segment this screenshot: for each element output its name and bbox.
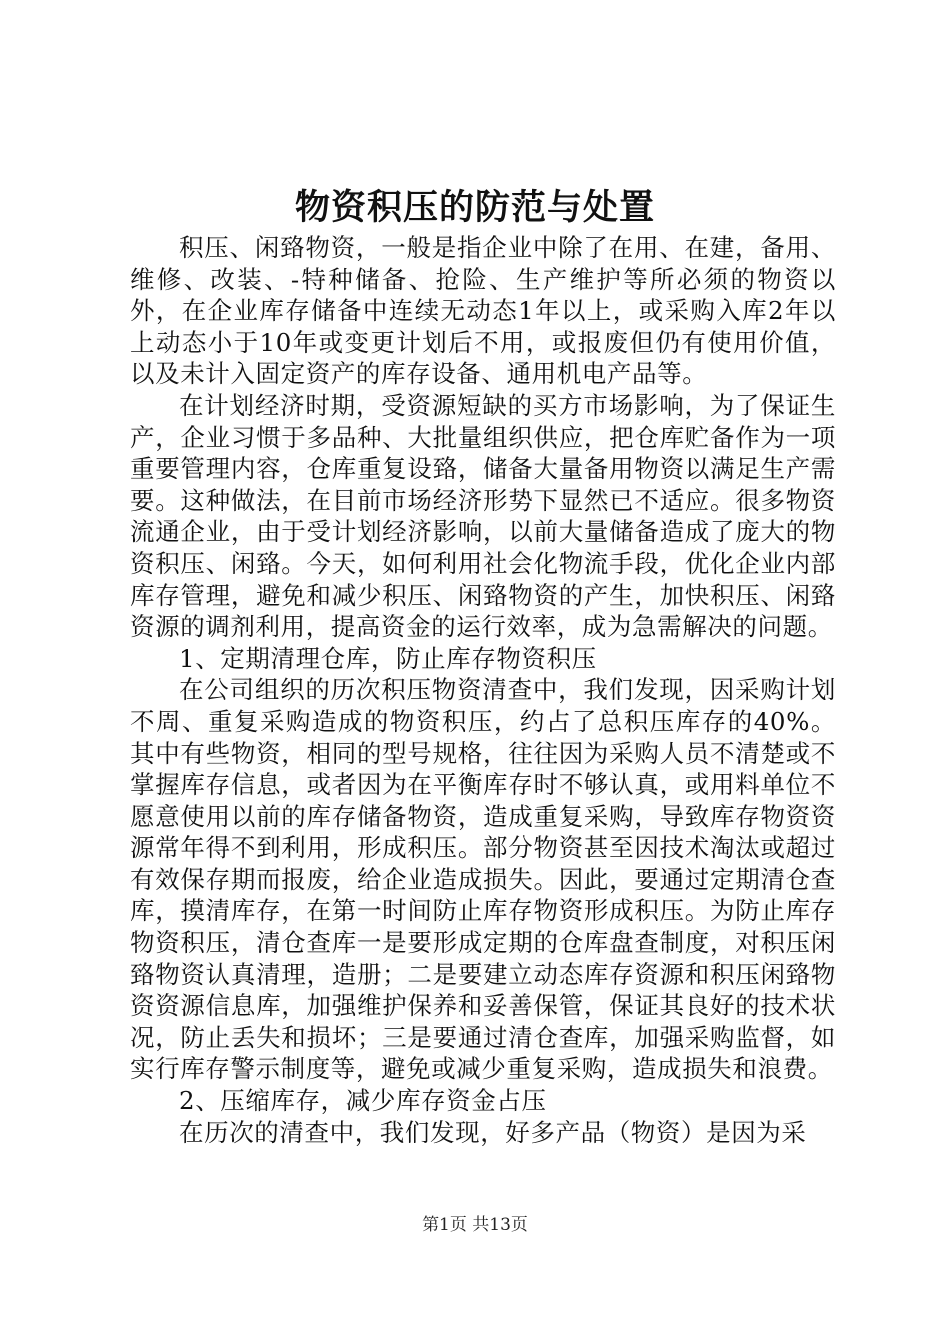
paragraph-definition: 积压、闲臵物资，一般是指企业中除了在用、在建，备用、维修、改装、-特种储备、抢险、生产维护等所必须的物资以外，在企业库存储备中连续无动态1年以上，或采购入库2年以上动态小于10年或变更计划后不用，或报废但仍有使用价值，以及未计入固定资产的库存设备、通用机电产品等。 (130, 233, 836, 389)
section-heading-1: 1、定期清理仓库，防止库存物资积压 (179, 643, 597, 673)
paragraph-background: 在计划经济时期，受资源短缺的买方市场影响，为了保证生产，企业习惯于多品种、大批量组织供应，把仓库贮备作为一项重要管理内容，仓库重复设臵，储备大量备用物资以满足生产需要。这种做法，在目前市场经济形势下显然已不适应。很多物资流通企业，由于受计划经济影响，以前大量储备造成了庞大的物资积压、闲臵。今天，如何利用社会化物流手段，优化企业内部库存管理，避免和减少积压、闲臵物资的产生，加快积压、闲臵资源的调剂利用，提高资金的运行效率，成为急需解决的问题。 (130, 390, 836, 642)
page-number-footer: 第1页 共13页 (422, 1215, 528, 1235)
paragraph-section-2: 在历次的清查中，我们发现，好多产品（物资）是因为采 (179, 1117, 807, 1147)
paragraph-section-1: 在公司组织的历次积压物资清查中，我们发现，因采购计划不周、重复采购造成的物资积压，约占了总积压库存的40%。其中有些物资，相同的型号规格，往往因为采购人员不清楚或不掌握库存信息，或者因为在平衡库存时不够认真，或用料单位不愿意使用以前的库存储备物资，造成重复采购，导致库存物资资源常年得不到利用，形成积压。部分物资甚至因技术淘汰或超过有效保存期而报废，给企业造成损失。因此，要通过定期清仓查库，摸清库存，在第一时间防止库存物资形成积压。为防止库存物资积压，清仓查库一是要形成定期的仓库盘查制度，对积压闲臵物资认真清理，造册；二是要建立动态库存资源和积压闲臵物资资源信息库，加强维护保养和妥善保管，保证其良好的技术状况，防止丢失和损坏；三是要通过清仓查库，加强采购监督，如实行库存警示制度等，避免或减少重复采购，造成损失和浪费。 (130, 675, 836, 1084)
section-heading-2: 2、压缩库存，减少库存资金占压 (179, 1086, 547, 1116)
document-body (130, 232, 836, 1148)
document-title: 物资积压的防范与处置 (294, 187, 655, 228)
